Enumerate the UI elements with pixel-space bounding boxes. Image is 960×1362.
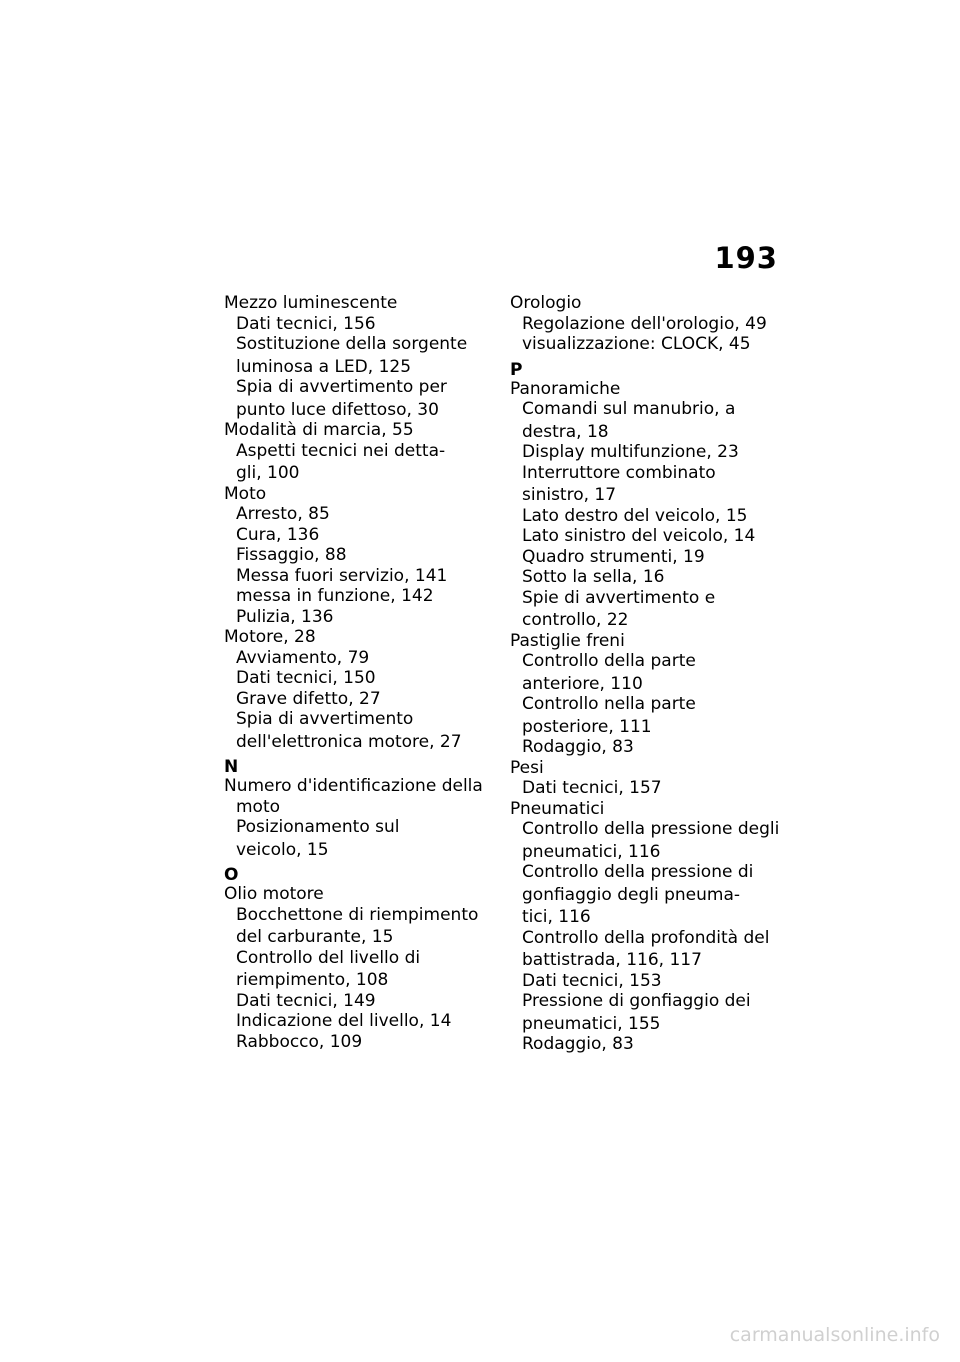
index-subentry: Display multifunzione, 23 bbox=[522, 442, 739, 462]
index-subentry: Controllo della parte bbox=[522, 651, 696, 671]
index-entry: Pastiglie freni bbox=[510, 630, 625, 651]
index-subentry-continuation: punto luce difettoso, 30 bbox=[236, 399, 439, 420]
index-subentry: Spia di avvertimento per bbox=[236, 377, 447, 397]
index-subentry-continuation: gli, 100 bbox=[236, 463, 300, 483]
index-subentry: Pressione di gonfiaggio dei bbox=[522, 991, 751, 1011]
index-subentry: Dati tecnici, 150 bbox=[236, 668, 376, 688]
index-subentry: Dati tecnici, 149 bbox=[236, 990, 376, 1011]
index-subentry: Arresto, 85 bbox=[236, 504, 330, 524]
index-subentry: Controllo della profondità del bbox=[522, 927, 770, 948]
index-subentry: messa in funzione, 142 bbox=[236, 586, 434, 606]
index-subentry: Fissaggio, 88 bbox=[236, 545, 347, 565]
index-entry: Moto bbox=[224, 483, 267, 504]
index-subentry: Controllo della pressione degli bbox=[522, 819, 780, 839]
index-subentry-continuation: pneumatici, 155 bbox=[522, 1013, 661, 1034]
index-subentry: Lato sinistro del veicolo, 14 bbox=[522, 526, 756, 546]
index-subentry: Controllo del livello di bbox=[236, 947, 421, 968]
index-subentry: Lato destro del veicolo, 15 bbox=[522, 505, 748, 526]
index-subentry-continuation: tici, 116 bbox=[522, 907, 591, 927]
index-entry: Mezzo luminescente bbox=[224, 293, 398, 313]
index-column-right bbox=[510, 293, 780, 1055]
index-subentry: Grave difetto, 27 bbox=[236, 688, 381, 709]
index-subentry-continuation: luminosa a LED, 125 bbox=[236, 356, 412, 377]
index-entry: Modalità di marcia, 55 bbox=[224, 420, 414, 440]
index-subentry: Controllo della pressione di bbox=[522, 862, 754, 882]
index-subentry: visualizzazione: CLOCK, 45 bbox=[522, 334, 751, 354]
index-letter-heading: P bbox=[510, 359, 523, 380]
index-entry: Panoramiche bbox=[510, 378, 621, 399]
index-subentry-continuation: pneumatici, 116 bbox=[522, 841, 661, 862]
index-entry: Motore, 28 bbox=[224, 627, 316, 647]
index-letter-heading: O bbox=[224, 865, 239, 885]
index-subentry: Interruttore combinato bbox=[522, 462, 716, 483]
index-subentry: Cura, 136 bbox=[236, 524, 320, 545]
index-subentry: Quadro strumenti, 19 bbox=[522, 546, 705, 567]
index-subentry-continuation: riempimento, 108 bbox=[236, 970, 389, 990]
index-entry: Pesi bbox=[510, 757, 544, 778]
index-subentry: moto bbox=[236, 796, 281, 817]
index-subentry: Bocchettone di riempimento bbox=[236, 904, 479, 925]
index-subentry: Comandi sul manubrio, a bbox=[522, 399, 736, 419]
index-entry: Numero d'identificazione della bbox=[224, 776, 483, 796]
index-subentry: Posizionamento sul bbox=[236, 817, 400, 837]
index-subentry: Avviamento, 79 bbox=[236, 647, 370, 668]
index-subentry: Controllo nella parte bbox=[522, 694, 696, 714]
index-subentry: Indicazione del livello, 14 bbox=[236, 1011, 452, 1031]
index-column-left bbox=[224, 293, 494, 1052]
index-subentry: Rodaggio, 83 bbox=[522, 737, 634, 757]
index-subentry: Dati tecnici, 156 bbox=[236, 313, 376, 334]
index-subentry-continuation: controllo, 22 bbox=[522, 610, 629, 630]
index-subentry: Sotto la sella, 16 bbox=[522, 567, 665, 587]
index-subentry-continuation: dell'elettronica motore, 27 bbox=[236, 731, 462, 752]
index-subentry: Aspetti tecnici nei detta- bbox=[236, 440, 446, 461]
index-subentry: Sostituzione della sorgente bbox=[236, 334, 468, 354]
index-entry: Orologio bbox=[510, 293, 582, 313]
index-subentry: Dati tecnici, 153 bbox=[522, 970, 662, 991]
index-subentry-continuation: sinistro, 17 bbox=[522, 485, 617, 505]
index-subentry-continuation: posteriore, 111 bbox=[522, 716, 652, 737]
index-subentry: Pulizia, 136 bbox=[236, 606, 334, 627]
index-entry: Olio motore bbox=[224, 884, 324, 904]
index-subentry-continuation: destra, 18 bbox=[522, 421, 609, 442]
index-subentry: Regolazione dell'orologio, 49 bbox=[522, 313, 767, 334]
index-subentry: Spie di avvertimento e bbox=[522, 587, 716, 608]
index-subentry-continuation: gonfiaggio degli pneuma- bbox=[522, 884, 741, 905]
watermark: carmanualsonline.info bbox=[729, 1324, 940, 1346]
index-subentry-continuation: del carburante, 15 bbox=[236, 927, 394, 947]
index-subentry: Dati tecnici, 157 bbox=[522, 778, 662, 798]
index-subentry: Spia di avvertimento bbox=[236, 709, 414, 729]
index-letter-heading: N bbox=[224, 757, 239, 777]
index-subentry-continuation: veicolo, 15 bbox=[236, 839, 329, 860]
page-number: 193 bbox=[714, 241, 778, 275]
index-entry: Pneumatici bbox=[510, 798, 605, 819]
index-subentry-continuation: anteriore, 110 bbox=[522, 673, 643, 694]
index-subentry: Messa fuori servizio, 141 bbox=[236, 565, 448, 586]
index-subentry: Rodaggio, 83 bbox=[522, 1034, 634, 1054]
index-subentry-continuation: battistrada, 116, 117 bbox=[522, 950, 702, 970]
index-subentry: Rabbocco, 109 bbox=[236, 1031, 363, 1052]
